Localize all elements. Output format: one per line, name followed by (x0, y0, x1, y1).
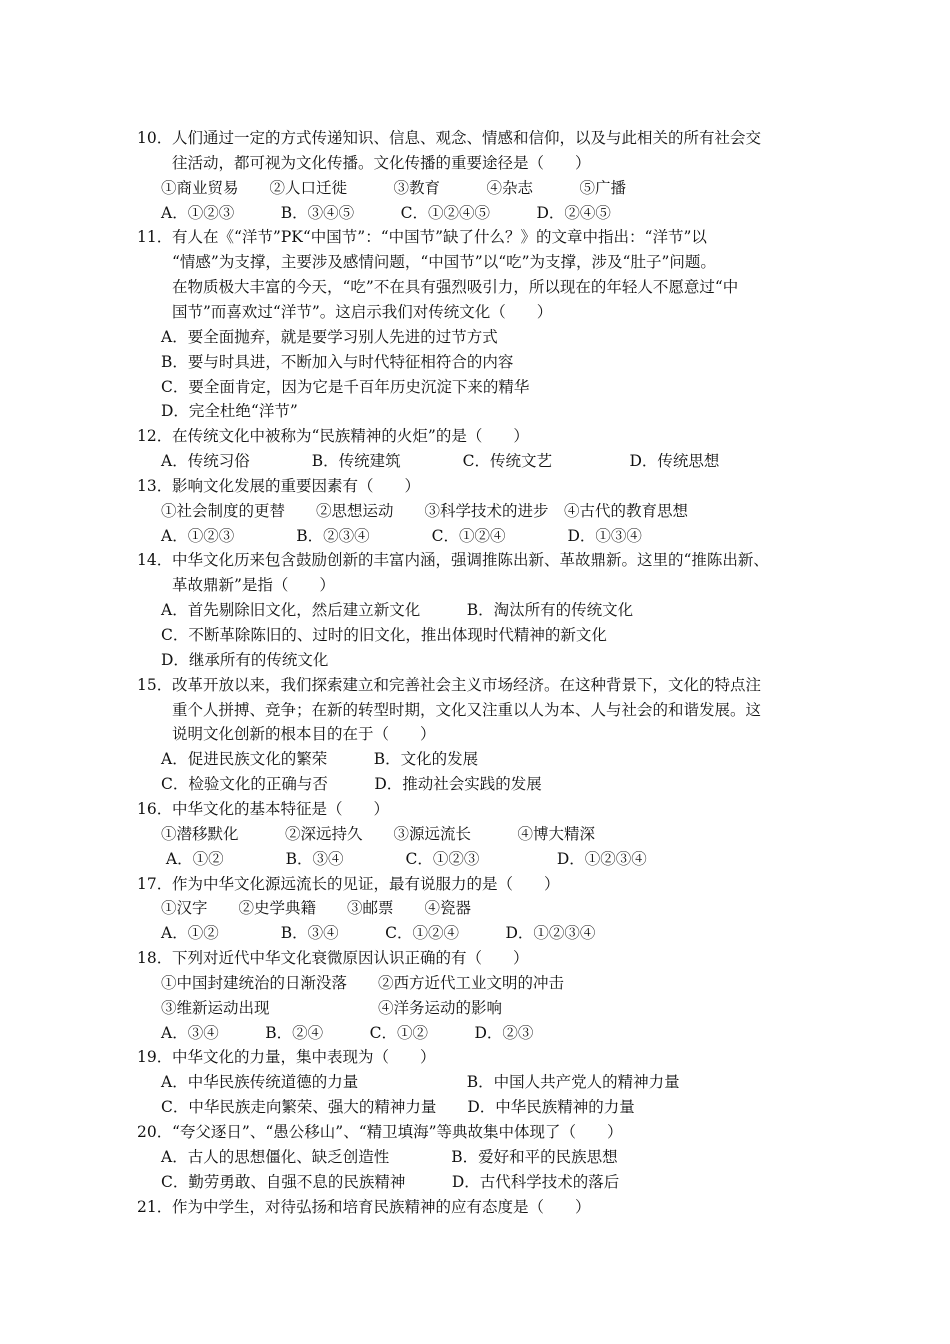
question-stem: “夸父逐日”、“愚公移山”、“精卫填海”等典故集中体现了（ ） (172, 1123, 623, 1141)
answer-options: D．完全杜绝“洋节” (161, 402, 298, 420)
question-items: ①潜移默化 ②深远持久 ③源远流长 ④博大精深 (161, 825, 596, 843)
question-stem: 作为中华文化源远流长的见证，最有说服力的是（ ） (172, 875, 560, 893)
question-items: ③维新运动出现 ④洋务运动的影响 (161, 999, 503, 1017)
question-number: 12． (137, 427, 173, 445)
question-number: 20． (137, 1123, 173, 1141)
question-stem: 中华文化的力量，集中表现为（ ） (172, 1048, 436, 1066)
question-stem: 人们通过一定的方式传递知识、信息、观念、情感和信仰，以及与此相关的所有社会交 (172, 129, 762, 147)
question-items: ①中国封建统治的日渐没落 ②西方近代工业文明的冲击 (161, 974, 565, 992)
answer-options: A．传统习俗 B．传统建筑 C．传统文艺 D．传统思想 (161, 452, 720, 470)
question-items: ①商业贸易 ②人口迁徙 ③教育 ④杂志 ⑤广播 (161, 179, 627, 197)
answer-options: C．不断革除陈旧的、过时的旧文化，推出体现时代精神的新文化 (161, 626, 607, 644)
question-number: 18． (137, 949, 173, 967)
answer-options: C．中华民族走向繁荣、强大的精神力量 D．中华民族精神的力量 (161, 1098, 635, 1116)
answer-options: A．中华民族传统道德的力量 B．中国人共产党人的精神力量 (161, 1073, 680, 1091)
question-stem: 中华文化的基本特征是（ ） (172, 800, 390, 818)
question-stem: 革故鼎新”是指（ ） (172, 576, 335, 594)
answer-options: C．要全面肯定，因为它是千百年历史沉淀下来的精华 (161, 378, 530, 396)
question-number: 14． (137, 551, 173, 569)
answer-options: A．①② B．③④ C．①②④ D．①②③④ (161, 924, 596, 942)
question-items: ①汉字 ②史学典籍 ③邮票 ④瓷器 (161, 899, 472, 917)
question-stem: “情感”为支撑，主要涉及感情问题，“中国节”以“吃”为支撑，涉及“肚子”问题。 (172, 253, 716, 271)
question-number: 11． (137, 228, 173, 246)
answer-options: A．促进民族文化的繁荣 B．文化的发展 (161, 750, 479, 768)
answer-options: C．勤劳勇敢、自强不息的民族精神 D．古代科学技术的落后 (161, 1173, 620, 1191)
question-items: ①社会制度的更替 ②思想运动 ③科学技术的进步 ④古代的教育思想 (161, 502, 689, 520)
question-stem: 下列对近代中华文化衰微原因认识正确的有（ ） (172, 949, 529, 967)
question-stem: 国节”而喜欢过“洋节”。这启示我们对传统文化（ ） (172, 303, 553, 321)
question-number: 15． (137, 676, 173, 694)
question-number: 16． (137, 800, 173, 818)
question-number: 10． (137, 129, 173, 147)
question-number: 19． (137, 1048, 173, 1066)
question-stem: 说明文化创新的根本目的在于（ ） (172, 725, 436, 743)
answer-options: A．①②③ B．③④⑤ C．①②④⑤ D．②④⑤ (161, 204, 611, 222)
question-stem: 中华文化历来包含鼓励创新的丰富内涵，强调推陈出新、革故鼎新。这里的“推陈出新、 (172, 551, 769, 569)
question-number: 17． (137, 875, 173, 893)
answer-options: B．要与时具进，不断加入与时代特征相符合的内容 (161, 353, 514, 371)
question-stem: 影响文化发展的重要因素有（ ） (172, 477, 421, 495)
question-stem: 在传统文化中被称为“民族精神的火炬”的是（ ） (172, 427, 529, 445)
answer-options: A．①②③ B．②③④ C．①②④ D．①③④ (161, 527, 642, 545)
answer-options: A．首先剔除旧文化，然后建立新文化 B．淘汰所有的传统文化 (161, 601, 634, 619)
question-stem: 重个人拼搏、竞争；在新的转型时期，文化又注重以人为本、人与社会的和谐发展。这 (172, 701, 762, 719)
question-stem: 有人在《“洋节”PK“中国节”：“中国节”缺了什么？》的文章中指出：“洋节”以 (172, 228, 707, 246)
answer-options: C．检验文化的正确与否 D．推动社会实践的发展 (161, 775, 542, 793)
question-stem: 在物质极大丰富的今天，“吃”不在具有强烈吸引力，所以现在的年轻人不愿意过“中 (172, 278, 739, 296)
question-stem: 作为中学生，对待弘扬和培育民族精神的应有态度是（ ） (172, 1198, 591, 1216)
question-stem: 往活动，都可视为文化传播。文化传播的重要途径是（ ） (172, 154, 591, 172)
question-number: 21． (137, 1198, 173, 1216)
answer-options: A．③④ B．②④ C．①② D．②③ (161, 1024, 534, 1042)
question-number: 13． (137, 477, 173, 495)
answer-options: A．要全面抛弃，就是要学习别人先进的过节方式 (161, 328, 498, 346)
answer-options: A．①② B．③④ C．①②③ D．①②③④ (161, 850, 647, 868)
question-stem: 改革开放以来，我们探索建立和完善社会主义市场经济。在这种背景下，文化的特点注 (172, 676, 762, 694)
answer-options: D．继承所有的传统文化 (161, 651, 329, 669)
answer-options: A．古人的思想僵化、缺乏创造性 B．爱好和平的民族思想 (161, 1148, 618, 1166)
